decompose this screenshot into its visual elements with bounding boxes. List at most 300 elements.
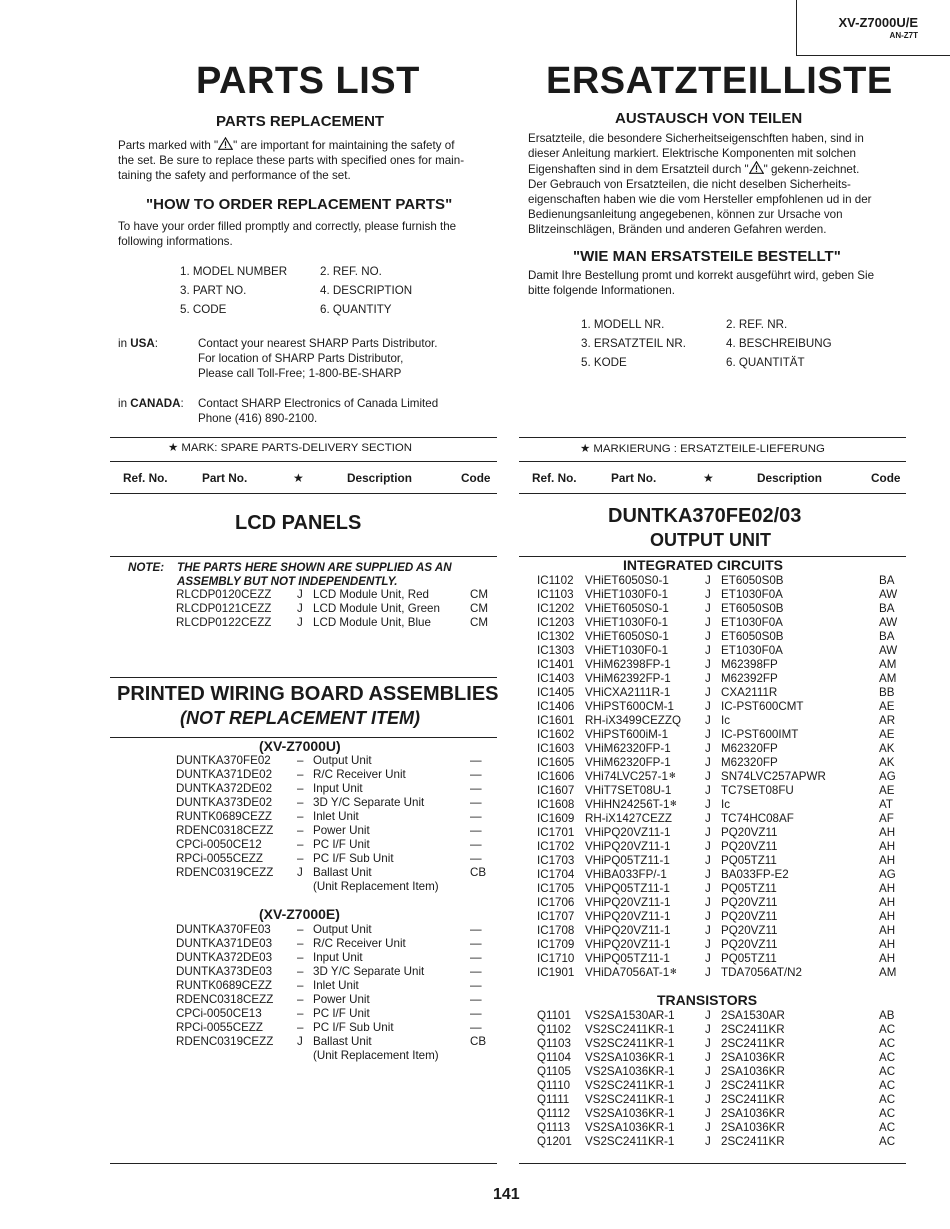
ref-number: IC1203 [537, 616, 575, 629]
table-row [0, 1037, 950, 1051]
part-number: VHiBA033FP/-1 [585, 868, 667, 881]
description: Inlet Unit [313, 810, 359, 823]
table-row [0, 574, 950, 588]
table-row [0, 924, 950, 938]
description: 2SC2411KR [721, 1023, 785, 1036]
code: AT [879, 798, 893, 811]
description: 2SC2411KR [721, 1093, 785, 1106]
order-item: 6. QUANTITY [320, 303, 392, 316]
page-number: 141 [493, 1186, 520, 1203]
spare-mark: J [705, 588, 711, 601]
code: AH [879, 854, 896, 867]
description: M62392FP [721, 672, 778, 685]
code: AH [879, 826, 896, 839]
spare-mark: J [705, 854, 711, 867]
code: AR [879, 714, 896, 727]
part-number: VHiPQ20VZ11-1 [585, 896, 671, 909]
code: AG [879, 770, 896, 783]
code: AG [879, 868, 896, 881]
code: AC [879, 1093, 896, 1106]
table-row [0, 952, 950, 966]
spare-mark: J [705, 686, 711, 699]
part-number: VHiPQ05TZ11-1 [585, 952, 670, 965]
part-number: RH-iX1427CEZZ [585, 812, 672, 825]
ref-number: IC1401 [537, 658, 575, 671]
part-number: RDENC0318CEZZ [176, 993, 274, 1006]
description: ET1030F0A [721, 644, 783, 657]
description: LCD Module Unit, Blue [313, 616, 431, 629]
spare-mark: J [705, 924, 711, 937]
description: LCD Module Unit, Green [313, 602, 440, 615]
ref-number: IC1710 [537, 952, 575, 965]
order-item: 6. QUANTITÄT [726, 356, 805, 369]
code: — [470, 852, 482, 865]
code: AM [879, 672, 897, 685]
table-row [0, 602, 950, 616]
ref-number: IC1607 [537, 784, 575, 797]
lead-free-mark: ✻ [670, 799, 677, 808]
table-row [0, 966, 950, 980]
description: Power Unit [313, 824, 370, 837]
spare-mark: J [705, 616, 711, 629]
code: — [470, 965, 482, 978]
table-row [0, 1009, 950, 1023]
part-number: VHiPQ05TZ11-1 [585, 854, 670, 867]
description: TC74HC08AF [721, 812, 794, 825]
code: AC [879, 1121, 896, 1134]
spare-mark: – [297, 937, 304, 950]
code: BB [879, 686, 895, 699]
lead-free-mark: ✻ [669, 771, 676, 780]
order-item: 4. BESCHREIBUNG [726, 337, 832, 350]
description: 2SA1036KR [721, 1051, 785, 1064]
part-number: VS2SA1036KR-1 [585, 1107, 675, 1120]
description: PQ20VZ11 [721, 910, 778, 923]
part-number: VS2SC2411KR-1 [585, 1037, 675, 1050]
spare-mark: – [297, 810, 304, 823]
part-number: VHiET1030F0-1 [585, 616, 669, 629]
description: 2SA1036KR [721, 1065, 785, 1078]
ref-number: IC1602 [537, 728, 575, 741]
part-number: VHiM62320FP-1 [585, 756, 671, 769]
spare-mark: J [705, 1093, 711, 1106]
ref-number: IC1702 [537, 840, 575, 853]
description: ET6050S0B [721, 574, 784, 587]
ref-number: IC1708 [537, 924, 575, 937]
bestellung-text: Damit Ihre Bestellung promt und korrekt ausgeführt wird, geben Sie bitte folgende Informationen. [528, 269, 875, 297]
description: 2SC2411KR [721, 1037, 785, 1050]
code: CB [470, 866, 487, 879]
part-number: VHiET1030F0-1 [585, 644, 669, 657]
code: AC [879, 1135, 896, 1148]
part-number: VS2SC2411KR-1 [585, 1135, 675, 1148]
spare-mark: – [297, 838, 304, 851]
spare-mark: – [297, 1007, 304, 1020]
canada-contact: Contact SHARP Electronics of Canada Limited Phone (416) 890-2100. [198, 397, 439, 425]
spare-mark: J [705, 630, 711, 643]
description: Ic [721, 798, 731, 811]
code: CM [470, 616, 489, 629]
ref-number: Q1111 [537, 1093, 570, 1106]
ref-number: IC1606 [537, 770, 575, 783]
order-item: 1. MODELL NR. [581, 318, 665, 331]
ref-number: IC1403 [537, 672, 575, 685]
table-row [0, 756, 950, 770]
code: — [470, 993, 482, 1006]
part-number: VHiET6050S0-1 [585, 630, 669, 643]
code: — [470, 768, 482, 781]
ref-number: Q1112 [537, 1107, 571, 1120]
spare-mark: J [297, 616, 303, 629]
order-item: 4. DESCRIPTION [320, 284, 413, 297]
part-number: VHiET6050S0-1 [585, 602, 669, 615]
description: CXA2111R [721, 686, 778, 699]
spare-mark: J [705, 602, 711, 615]
description: PQ05TZ11 [721, 854, 777, 867]
code: AM [879, 966, 897, 979]
code: AH [879, 840, 896, 853]
group-e-title: (XV-Z7000E) [259, 906, 340, 922]
code: AC [879, 1107, 896, 1120]
ref-number: IC1707 [537, 910, 575, 923]
code: — [470, 824, 482, 837]
table-row [0, 1051, 950, 1065]
ref-number: IC1701 [537, 826, 575, 839]
spare-mark: J [705, 756, 711, 769]
lead-free-mark: ✻ [670, 967, 677, 976]
sub-model: AN-Z7T [889, 31, 918, 40]
parts-replacement-heading: PARTS REPLACEMENT [216, 113, 385, 130]
ref-number: IC1406 [537, 700, 575, 713]
code: — [470, 796, 482, 809]
spare-mark: J [705, 840, 711, 853]
part-number: VHiPQ20VZ11-1 [585, 924, 671, 937]
note-text: THE PARTS HERE SHOWN ARE SUPPLIED AS AN ASSEMBLY BUT NOT INDEPENDENTLY. [177, 561, 452, 588]
spare-mark: J [705, 826, 711, 839]
table-row [0, 798, 950, 812]
part-number: VS2SA1530AR-1 [585, 1009, 675, 1022]
code: CM [470, 588, 489, 601]
code: AE [879, 784, 895, 797]
description: PC I/F Sub Unit [313, 852, 394, 865]
col-part-no: Part No. [202, 471, 248, 485]
divider [519, 493, 906, 494]
table-row [0, 616, 950, 630]
ref-number: Q1110 [537, 1079, 571, 1092]
unit-title: DUNTKA370FE02/03 [608, 505, 802, 527]
table-row [0, 672, 950, 686]
code: AW [879, 616, 898, 629]
table-row [0, 728, 950, 742]
ref-number: IC1603 [537, 742, 575, 755]
canada-label: in CANADA: [118, 397, 184, 410]
description: M62320FP [721, 742, 778, 755]
description: 3D Y/C Separate Unit [313, 965, 425, 978]
description: PQ20VZ11 [721, 840, 778, 853]
spare-mark: J [705, 700, 711, 713]
spare-mark: J [705, 672, 711, 685]
description: PQ20VZ11 [721, 826, 778, 839]
part-number: VS2SC2411KR-1 [585, 1023, 675, 1036]
usa-contact: Contact your nearest SHARP Parts Distributor. For location of SHARP Parts Distributor, Please call Toll-Free; 1-800-BE-SHARP [198, 337, 438, 380]
parts-replacement-text: Parts marked with " " are important for maintaining the safety of the set. Be sure to replace these parts with specified ones for main- taining the safety and performance of the set. [118, 139, 465, 182]
col-part-no: Part No. [611, 471, 657, 485]
table-row [0, 784, 950, 798]
description: ET6050S0B [721, 602, 784, 615]
part-number: VHiT7SET08U-1 [585, 784, 672, 797]
order-text: To have your order filled promptly and correctly, please furnish the following informations. [118, 220, 457, 248]
table-row [0, 700, 950, 714]
ref-number: IC1601 [537, 714, 575, 727]
spare-mark: J [705, 658, 711, 671]
description: 3D Y/C Separate Unit [313, 796, 425, 809]
description: IC-PST600CMT [721, 700, 804, 713]
spare-mark: J [705, 1037, 711, 1050]
description: ET1030F0A [721, 588, 783, 601]
code: AC [879, 1023, 896, 1036]
table-row [0, 882, 950, 896]
usa-label: in USA: [118, 337, 158, 350]
how-to-order-heading: "HOW TO ORDER REPLACEMENT PARTS" [146, 196, 453, 213]
part-number: VHiPST600CM-1 [585, 700, 674, 713]
table-row [0, 588, 950, 602]
table-row [0, 714, 950, 728]
part-number: RDENC0318CEZZ [176, 824, 274, 837]
spare-mark: – [297, 768, 304, 781]
ref-number: IC1202 [537, 602, 575, 615]
code: AH [879, 896, 896, 909]
spare-mark: – [297, 782, 304, 795]
col-star: ★ [293, 471, 304, 485]
table-row [0, 742, 950, 756]
table-row [0, 993, 950, 1007]
description: TC7SET08FU [721, 784, 794, 797]
code: — [470, 923, 482, 936]
part-number: VHiPQ20VZ11-1 [585, 826, 671, 839]
spare-mark: J [705, 714, 711, 727]
pwb-subtitle: (NOT REPLACEMENT ITEM) [180, 708, 420, 728]
spare-mark: J [705, 882, 711, 895]
part-number: VHiM62398FP-1 [585, 658, 671, 671]
code: AC [879, 1079, 896, 1092]
spare-mark: J [705, 798, 711, 811]
description: (Unit Replacement Item) [313, 880, 439, 893]
code: BA [879, 630, 895, 643]
code: AC [879, 1051, 896, 1064]
part-number: RLCDP0121CEZZ [176, 602, 272, 615]
code: CM [470, 602, 489, 615]
description: Power Unit [313, 993, 370, 1006]
ersatzteilliste-title: ERSATZTEILLISTE [546, 60, 893, 102]
spare-mark: J [705, 952, 711, 965]
code: BA [879, 602, 895, 615]
spare-mark: J [705, 910, 711, 923]
ref-number: Q1105 [537, 1065, 571, 1078]
bestellung-heading: "WIE MAN ERSATSTEILE BESTELLT" [573, 248, 841, 265]
code: — [470, 782, 482, 795]
description: ET1030F0A [721, 616, 783, 629]
description: 2SA1036KR [721, 1107, 785, 1120]
part-number: RPCi-0055CEZZ [176, 1021, 263, 1034]
code: — [470, 838, 482, 851]
part-number: VHiCXA2111R-1 [585, 686, 671, 699]
ref-number: Q1113 [537, 1121, 571, 1134]
code: — [470, 951, 482, 964]
order-item: 2. REF. NR. [726, 318, 788, 331]
table-row [0, 686, 950, 700]
part-number: RUNTK0689CEZZ [176, 979, 272, 992]
markierung-legend: ★ MARKIERUNG : ERSATZTEILE-LIEFERUNG [580, 443, 825, 455]
spare-mark: – [297, 1021, 304, 1034]
code: — [470, 1007, 482, 1020]
part-number: DUNTKA371DE03 [176, 937, 273, 950]
spare-mark: J [705, 728, 711, 741]
description: BA033FP-E2 [721, 868, 789, 881]
table-row [0, 868, 950, 882]
code: AB [879, 1009, 895, 1022]
ref-number: Q1201 [537, 1135, 572, 1148]
spare-mark: – [297, 993, 304, 1006]
part-number: RPCi-0055CEZZ [176, 852, 263, 865]
part-number: VHiET6050S0-1 [585, 574, 669, 587]
ref-number: IC1704 [537, 868, 575, 881]
description: R/C Receiver Unit [313, 937, 406, 950]
description: Input Unit [313, 951, 363, 964]
spare-mark: – [297, 951, 304, 964]
code: AF [879, 812, 894, 825]
part-number: VHiPST600iM-1 [585, 728, 669, 741]
spare-mark: J [705, 812, 711, 825]
spare-mark: J [705, 1135, 711, 1148]
code: AE [879, 728, 895, 741]
spare-mark: J [705, 966, 711, 979]
spare-mark: J [297, 588, 303, 601]
divider [110, 437, 497, 438]
ref-number: IC1608 [537, 798, 575, 811]
code: — [470, 754, 482, 767]
description: Output Unit [313, 923, 372, 936]
table-row [0, 826, 950, 840]
code: AH [879, 882, 896, 895]
divider [519, 437, 906, 438]
description: 2SC2411KR [721, 1135, 785, 1148]
part-number: VHiM62392FP-1 [585, 672, 671, 685]
order-item: 1. MODEL NUMBER [180, 265, 288, 278]
spare-mark: J [705, 1065, 711, 1078]
description: M62320FP [721, 756, 778, 769]
part-number: VS2SA1036KR-1 [585, 1065, 675, 1078]
divider [110, 1163, 497, 1164]
part-number: VS2SC2411KR-1 [585, 1079, 675, 1092]
description: 2SC2411KR [721, 1079, 785, 1092]
table-row [0, 1093, 950, 1107]
austausch-heading: AUSTAUSCH VON TEILEN [615, 110, 803, 127]
ref-number: IC1303 [537, 644, 575, 657]
spare-mark: J [297, 1035, 303, 1048]
description: TDA7056AT/N2 [721, 966, 802, 979]
part-number: RDENC0319CEZZ [176, 1035, 274, 1048]
spare-mark: – [297, 796, 304, 809]
table-row [0, 1065, 950, 1079]
code: AM [879, 658, 897, 671]
part-number: VHiHN24256T-1 [585, 798, 670, 811]
pwb-title: PRINTED WIRING BOARD ASSEMBLIES [117, 683, 499, 705]
code: AH [879, 910, 896, 923]
divider [519, 461, 906, 462]
table-row [0, 770, 950, 784]
part-number: CPCi-0050CE13 [176, 1007, 262, 1020]
code: AH [879, 952, 896, 965]
description: SN74LVC257APWR [721, 770, 826, 783]
ic-title: INTEGRATED CIRCUITS [623, 557, 783, 573]
spare-mark: J [705, 644, 711, 657]
spare-mark: – [297, 923, 304, 936]
description: PQ05TZ11 [721, 882, 777, 895]
ref-number: IC1709 [537, 938, 575, 951]
table-row [0, 1121, 950, 1135]
part-number: VHiDA7056AT-1 [585, 966, 670, 979]
ref-number: Q1103 [537, 1037, 571, 1050]
table-row [0, 1135, 950, 1149]
table-row [0, 896, 950, 910]
spare-mark: J [297, 866, 303, 879]
mark-legend: ★ MARK: SPARE PARTS-DELIVERY SECTION [168, 442, 412, 454]
table-row [0, 854, 950, 868]
part-number: VHiPQ20VZ11-1 [585, 910, 671, 923]
part-number: DUNTKA370FE03 [176, 923, 271, 936]
table-row [0, 1107, 950, 1121]
spare-mark: – [297, 979, 304, 992]
description: IC-PST600IMT [721, 728, 799, 741]
col-ref-no: Ref. No. [123, 471, 168, 485]
description: Ballast Unit [313, 866, 372, 879]
part-number: VHiPQ05TZ11-1 [585, 882, 670, 895]
code: AW [879, 588, 898, 601]
unit-subtitle: OUTPUT UNIT [650, 530, 771, 550]
part-number: DUNTKA372DE03 [176, 951, 273, 964]
part-number: RUNTK0689CEZZ [176, 810, 272, 823]
order-item: 2. REF. NO. [320, 265, 382, 278]
parts-list-title: PARTS LIST [196, 60, 420, 102]
col-code: Code [461, 471, 491, 485]
code: — [470, 1021, 482, 1034]
part-number: RLCDP0122CEZZ [176, 616, 272, 629]
code: AC [879, 1037, 896, 1050]
ref-number: IC1102 [537, 574, 574, 587]
order-item: 5. CODE [180, 303, 227, 316]
spare-mark: – [297, 824, 304, 837]
spare-mark: J [705, 1079, 711, 1092]
description: PQ20VZ11 [721, 924, 778, 937]
model-box [796, 0, 950, 56]
description: 2SA1530AR [721, 1009, 785, 1022]
spare-mark: J [705, 868, 711, 881]
spare-mark: – [297, 852, 304, 865]
divider [110, 493, 497, 494]
spare-mark: – [297, 965, 304, 978]
col-star: ★ [703, 471, 714, 485]
order-item: 3. PART NO. [180, 284, 247, 297]
ref-number: Q1102 [537, 1023, 571, 1036]
ref-number: IC1703 [537, 854, 575, 867]
spare-mark: J [705, 938, 711, 951]
ref-number: Q1104 [537, 1051, 571, 1064]
code: CB [470, 1035, 487, 1048]
table-row [0, 979, 950, 993]
description: PC I/F Unit [313, 1007, 370, 1020]
code: AH [879, 924, 896, 937]
description: LCD Module Unit, Red [313, 588, 429, 601]
